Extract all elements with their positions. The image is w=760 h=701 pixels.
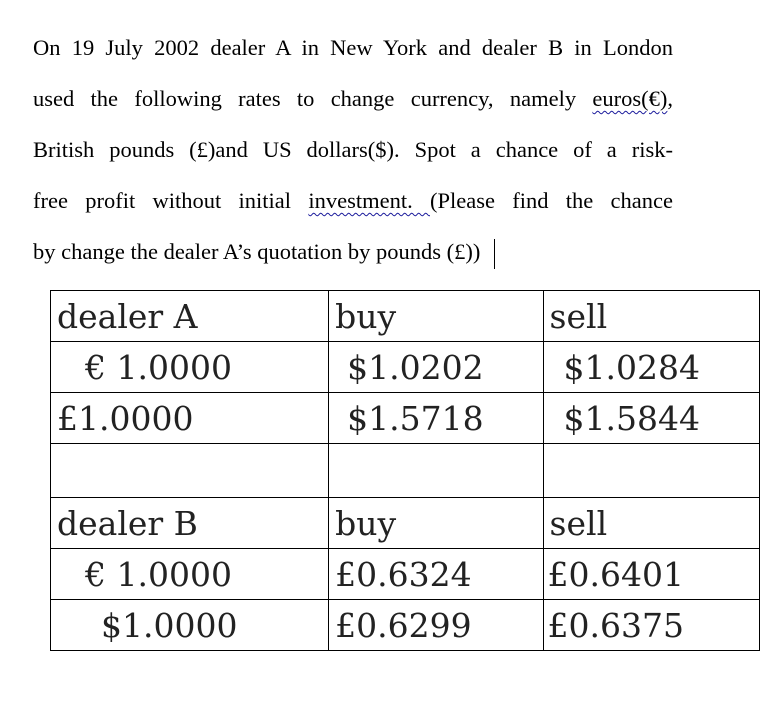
paragraph-line-2 — [33, 73, 673, 124]
table-row — [51, 291, 760, 342]
table-cell: £1.0000 — [51, 393, 329, 444]
table-cell: £0.6401 — [543, 549, 759, 600]
table-cell: $1.0000 — [51, 600, 329, 651]
table-cell: $1.0284 — [543, 342, 759, 393]
paragraph-line-3: British pounds (£)and US dollars($). Spot a chance of a risk- — [33, 137, 673, 162]
line2-end: , — [667, 86, 673, 111]
table-cell: € 1.0000 — [51, 549, 329, 600]
table-cell: $1.0202 — [329, 342, 543, 393]
table-cell: dealer A — [51, 291, 329, 342]
table-cell: buy — [329, 498, 543, 549]
table-cell: $1.5844 — [543, 393, 759, 444]
paragraph-line-5 — [33, 226, 673, 277]
table-cell: £0.6299 — [329, 600, 543, 651]
table-cell — [329, 444, 543, 498]
question-paragraph — [33, 22, 673, 277]
spellcheck-flag-investment: investment. — [308, 188, 430, 213]
spellcheck-flag-euros: euros(€) — [592, 86, 668, 111]
table-cell: £0.6375 — [543, 600, 759, 651]
table-row — [51, 549, 760, 600]
table-cell — [51, 444, 329, 498]
table-row — [51, 498, 760, 549]
table-row — [51, 600, 760, 651]
line4-end: (Please find the chance — [430, 188, 674, 213]
table-cell: buy — [329, 291, 543, 342]
table-row — [51, 342, 760, 393]
table-cell — [543, 444, 759, 498]
table-cell: € 1.0000 — [51, 342, 329, 393]
table-row — [51, 393, 760, 444]
text-cursor[interactable] — [494, 239, 495, 269]
line2-text: used the following rates to change currency, namely — [33, 86, 593, 111]
table-row — [51, 444, 760, 498]
table-cell: dealer B — [51, 498, 329, 549]
paragraph-line-1: On 19 July 2002 dealer A in New York and dealer B in London — [33, 35, 673, 60]
table-cell: $1.5718 — [329, 393, 543, 444]
table-cell: sell — [543, 498, 759, 549]
exchange-rates-table — [50, 290, 760, 651]
table-cell: sell — [543, 291, 759, 342]
line5-text: by change the dealer A’s quotation by pounds (£)) — [33, 239, 481, 264]
line4-text: free profit without initial — [33, 188, 309, 213]
paragraph-line-4 — [33, 175, 673, 226]
table-cell: £0.6324 — [329, 549, 543, 600]
